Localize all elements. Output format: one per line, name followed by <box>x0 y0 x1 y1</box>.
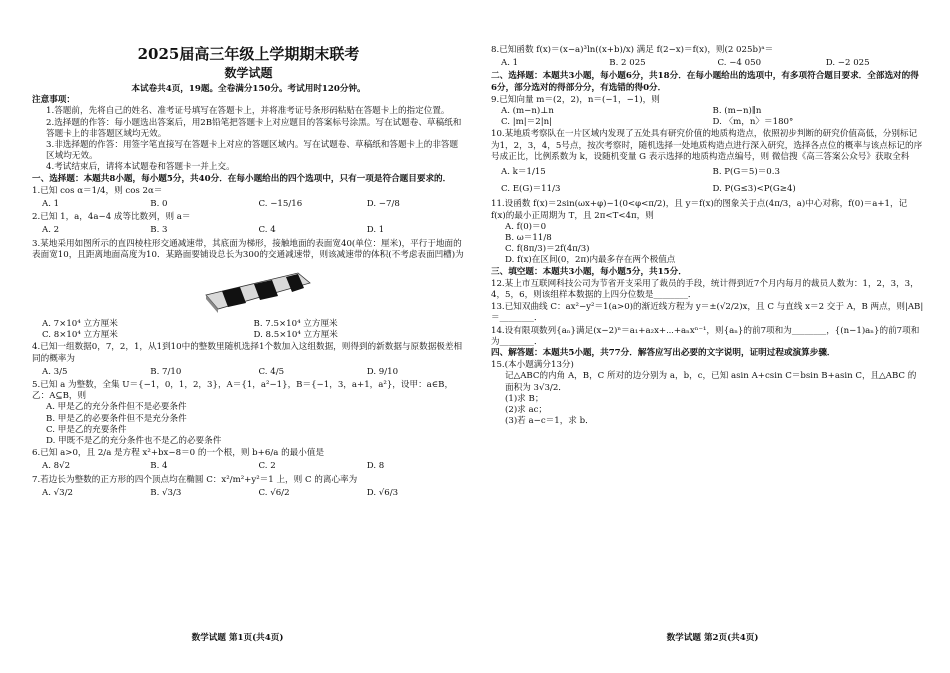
exam-info: 本试卷共4页，19题。全卷满分150分。考试用时120分钟。 <box>131 84 366 94</box>
option-b: B. 7/10 <box>150 366 182 377</box>
option-a: A. 3/5 <box>42 366 68 377</box>
option-a: A. k＝1/15 <box>501 167 546 178</box>
option-d: D. −7/8 <box>366 199 400 210</box>
option-a: A. 1 <box>42 199 60 210</box>
option-c: C. 4 <box>258 225 276 236</box>
option-b: B. P(G＝5)＝0.3 <box>712 167 780 178</box>
section-1-heading: 一、选择题：本题共8小题，每小题5分，共40分．在每小题给出的四个选项中，只有一项是符合题目要求的． <box>32 173 452 184</box>
section-2-heading: 二、选择题：本题共3小题，每小题6分，共18分．在每小题给出的选项中，有多项符合题目要求．全部选对的得6分，部分选对的得部分分，有选错的得0分． <box>491 71 919 93</box>
option-d: D. f(x)在区间(0，2π)内最多存在两个极值点 <box>505 255 676 266</box>
option-d: D. 8 <box>366 461 385 472</box>
question-7: 7.若边长为整数的正方形的四个顶点均在椭圆 C：x²/m²+y²＝1 上，则 C 的离心率为 <box>32 474 358 485</box>
question-11: 11.设函数 f(x)＝2sin(ωx+φ)−1(0<φ<π/2)，且 y＝f(x)的图象关于点(4π/3，a)中心对称，f(0)＝a+1，记 f(x)的最小正周期为 T，且 2π<T<4π，则 <box>491 199 908 221</box>
option-c: C. 2 <box>258 461 276 472</box>
option-c: C. f(8π/3)＝2f(4π/3) <box>505 244 590 255</box>
option-b: B. 3 <box>150 225 168 236</box>
notice-heading: 注意事项： <box>32 95 75 106</box>
question-12: 12.某上市互联网科技公司为节省开支采用了裁员的手段，统计得到近7个月内每月的裁员人数为：1，2，3，3，4，5，6，则该组样本数据的上四分位数是________． <box>491 278 919 301</box>
question-8: 8.已知函数 f(x)＝(x−a)³ln((x+b)/x) 满足 f(2−x)＝f(x)，则(2 025b)ᵃ＝ <box>491 45 774 55</box>
speed-bump-figure <box>202 265 312 315</box>
option-d: D. 9/10 <box>366 366 399 377</box>
option-c: C. −4 050 <box>717 58 762 69</box>
option-b: B. 甲是乙的必要条件但不是充分条件 <box>46 413 187 424</box>
page-footer-1: 数学试题 第1页(共4页) <box>191 633 284 643</box>
option-c: C. 甲是乙的充要条件 <box>46 424 127 435</box>
option-c: C. |m|＝2|n| <box>501 117 553 128</box>
option-b: B. ω＝11/8 <box>505 233 552 244</box>
question-15-part-1: (1)求 B； <box>505 393 544 404</box>
option-c: C. 8×10⁴ 立方厘米 <box>42 330 118 341</box>
question-13: 13.已知双曲线 C：ax²−y²＝1(a>0)的渐近线方程为 y＝±(√2/2)x，且 C 与直线 x＝2 交于 A，B 两点，则|AB|＝________． <box>491 302 924 324</box>
option-b: B. 0 <box>150 199 168 210</box>
page-right <box>475 0 950 673</box>
question-6-options <box>32 461 465 472</box>
option-d: D. √6/3 <box>366 487 399 498</box>
option-c: C. √6/2 <box>258 487 290 498</box>
question-14: 14.设有限项数列{aₙ}满足(x−2)ⁿ＝a₁+a₂x+⋯+aₙxⁿ⁻¹，则{aₙ}的前7项和为________，{(n−1)aₙ}的前7项和为________． <box>491 325 920 347</box>
option-a: A. 甲是乙的充分条件但不是必要条件 <box>46 402 187 413</box>
question-2-options <box>32 225 465 236</box>
page-footer-2: 数学试题 第2页(共4页) <box>666 633 759 643</box>
option-d: D. 1 <box>366 225 385 236</box>
option-b: B. 7.5×10⁴ 立方厘米 <box>253 319 338 330</box>
question-15-part-3: (3)若 a−c＝1，求 b． <box>505 416 594 427</box>
question-7-options <box>32 488 465 499</box>
notice-2: 2.选择题的作答：每小题选出答案后，用2B铅笔把答题卡上对应题目的答案标号涂黑。写在试题卷、草稿纸和答题卡上的非答题区域均无效。 <box>46 117 462 139</box>
question-15-heading: 15.(本小题满分13分) <box>491 360 574 371</box>
option-a: A. 1 <box>501 58 519 69</box>
exam-subtitle: 数学试题 <box>224 66 273 80</box>
question-15: 记△ABC的内角 A，B，C 所对的边分别为 a，b，c，已知 asin A+csin C＝bsin B+asin C，且△ABC 的面积为 3√3/2． <box>505 371 917 393</box>
question-1: 1.已知 cos α＝1/4，则 cos 2α＝ <box>32 185 163 196</box>
question-10-options <box>491 167 924 195</box>
option-d: D. 甲既不是乙的充分条件也不是乙的必要条件 <box>46 436 222 447</box>
option-d: D. 〈m，n〉＝180° <box>712 117 794 128</box>
section-4-heading: 四、解答题：本题共5小题，共77分．解答应写出必要的文字说明，证明过程或演算步骤． <box>491 348 836 359</box>
question-4-options <box>32 367 465 378</box>
question-3-options <box>32 319 465 341</box>
option-a: A. f(0)＝0 <box>505 221 547 232</box>
notice-4: 4.考试结束后，请将本试题卷和答题卡一并上交。 <box>46 162 235 173</box>
option-c: C. 4/5 <box>258 366 285 377</box>
question-15-part-2: (2)求 ac； <box>505 405 548 416</box>
question-8-options <box>491 58 924 69</box>
question-1-options <box>32 199 465 210</box>
option-b: B. √3/3 <box>150 487 182 498</box>
speed-bump-illustration <box>202 265 312 315</box>
option-c: C. −15/16 <box>258 199 303 210</box>
question-10: 10.某地质考察队在一片区域内发现了五处具有研究价值的地质构造点，依照初步判断的研究价值高低，分别标记为1，2，3，4，5号点，按次考察时，随机选择一处地质构造点进行深入研究，选择各点位的概率与该点标记的序号成正比，比例系数为 k，设随机变量 G 表示选择的地质构造点编号，则 微信搜《高三答案公众号》获取全科 <box>491 129 923 162</box>
question-4: 4.已知一组数据0，7，2，1，从1到10中的整数里随机选择1个数加入这组数据，则得到的新数据与原数据极差相同的概率为 <box>32 342 463 364</box>
option-a: A. √3/2 <box>42 487 73 498</box>
option-b: B. (m−n)∥n <box>712 106 762 117</box>
question-2: 2.已知 1，a，4a−4 成等比数列，则 a＝ <box>32 212 191 223</box>
option-b: B. 4 <box>150 461 168 472</box>
option-a: A. 8√2 <box>42 461 71 472</box>
option-a: A. 2 <box>42 225 60 236</box>
notice-1: 1.答题前，先将自己的姓名、准考证号填写在答题卡上，并将准考证号条形码粘贴在答题卡上的指定位置。 <box>46 106 450 117</box>
question-5: 5.已知 a 为整数，全集 U＝{−1，0，1，2，3}，A＝{1，a²−1}，B＝{−1，3，a+1，a²}，设甲：a∈B，乙：A⊆B，则 <box>32 380 454 402</box>
option-c: C. E(G)＝11/3 <box>501 184 561 195</box>
notice-3: 3.非选择题的作答：用签字笔直接写在答题卡上对应的答题区域内。写在试题卷、草稿纸和答题卡上的非答题区域均无效。 <box>46 140 459 162</box>
section-3-heading: 三、填空题：本题共3小题，每小题5分，共15分． <box>491 266 687 277</box>
option-a: A. 7×10⁴ 立方厘米 <box>42 319 118 330</box>
option-d: D. P(G≤3)<P(G≥4) <box>712 184 796 195</box>
option-a: A. (m−n)⊥n <box>501 106 554 117</box>
exam-title: 2025届高三年级上学期期末联考 <box>137 45 360 63</box>
question-9: 9.已知向量 m＝(2，2)，n＝(−1，−1)，则 <box>491 94 660 105</box>
option-d: D. 8.5×10⁴ 立方厘米 <box>253 330 338 341</box>
question-6: 6.已知 a>0，且 2/a 是方程 x²+bx−8＝0 的一个根，则 b+6/a 的最小值是 <box>32 448 325 459</box>
question-9-options <box>491 106 924 128</box>
left-column <box>32 0 465 501</box>
right-column <box>491 44 924 428</box>
option-d: D. −2 025 <box>825 58 870 69</box>
option-b: B. 2 025 <box>609 58 646 69</box>
question-3: 3.某地采用如图所示的直四棱柱形交通减速带，其底面为梯形，接触地面的表面宽40(单位：厘米)，平行于地面的表面宽10，且距离地面高度为10．某路面要铺设总长为300的交通减速带，则该减速带的体积(不考虑表面凹槽)为 <box>32 238 464 260</box>
